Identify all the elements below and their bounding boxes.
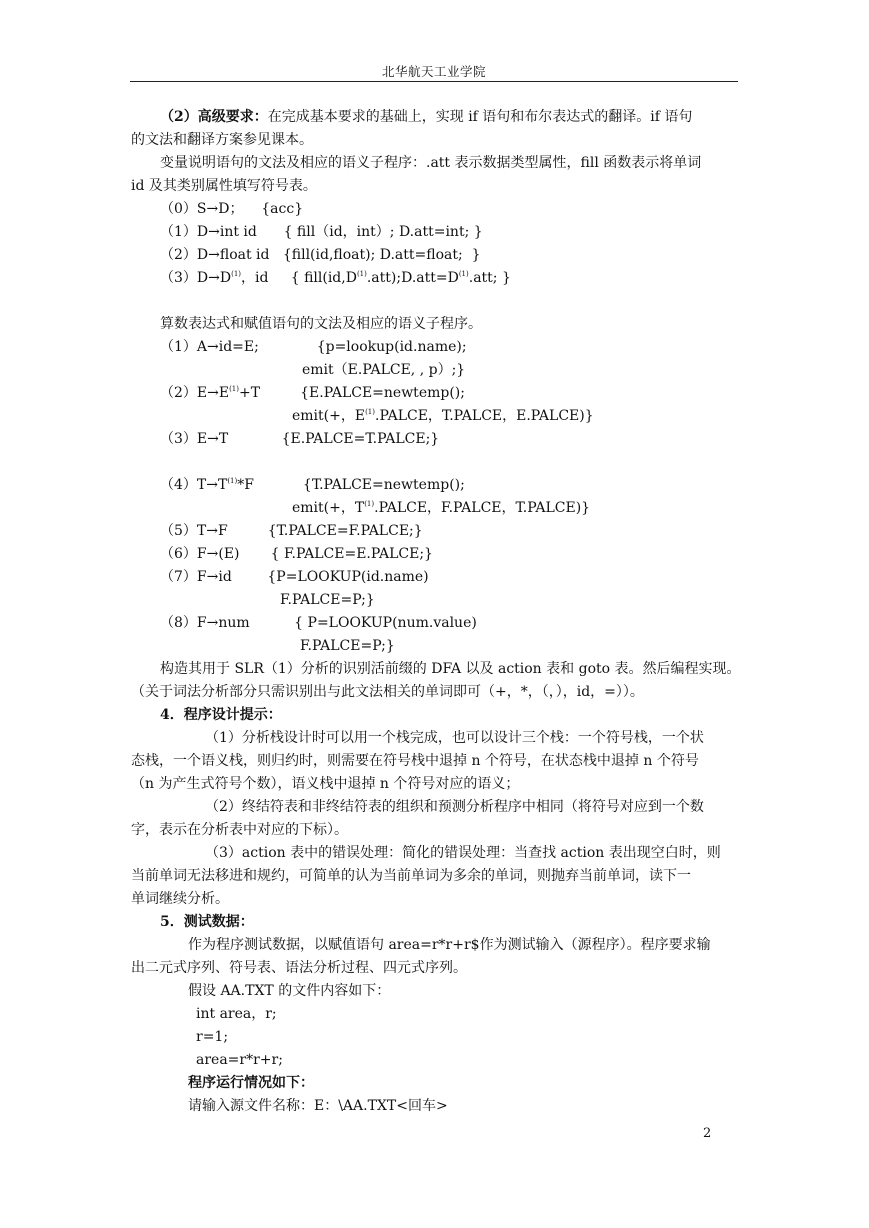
arith-rule-7-cont: F.PALCE=P;}: [280, 592, 375, 608]
decl-rule-3-c: .att);D.att=D: [366, 270, 459, 286]
section-4-heading: 4．程序设计提示：: [160, 707, 282, 723]
arith-intro: 算数表达式和赋值语句的文法及相应的语义子程序。: [160, 316, 482, 332]
arith-rule-1: （1）A→id=E; {p=lookup(id.name);: [160, 339, 467, 355]
decl-rule-3-d: .att; }: [468, 270, 511, 286]
construct-line-1: 构造其用于 SLR（1）分析的识别活前缀的 DFA 以及 action 表和 goto 表。然后编程实现。: [160, 661, 741, 677]
arith-rule-4-a: （4）T→T: [160, 477, 228, 493]
decl-intro-2: id 及其类别属性填写符号表。: [131, 178, 317, 194]
decl-intro-1: 变量说明语句的文法及相应的语义子程序：.att 表示数据类型属性，fill 函数表示将单词: [160, 155, 702, 171]
hint-2-line-1: （2）终结符表和非终结符表的组织和预测分析程序中相同（将符号对应到一个数: [205, 799, 704, 815]
code-line-2: r=1;: [196, 1029, 229, 1045]
run-heading: 程序运行情况如下：: [188, 1075, 314, 1091]
hint-1-line-1: （1）分析栈设计时可以用一个栈完成，也可以设计三个栈：一个符号栈，一个状: [205, 730, 704, 746]
construct-line-2: （关于词法分析部分只需识别出与此文法相关的单词即可（+，*，（，），id，=））。: [131, 684, 644, 700]
test-line-2: 出二元式序列、符号表、语法分析过程、四元式序列。: [131, 960, 467, 976]
arith-rule-6: （6）F→(E) { F.PALCE=E.PALCE;}: [160, 546, 433, 562]
arith-rule-2-b: +T {E.PALCE=newtemp();: [239, 385, 465, 401]
arith-rule-7: （7）F→id {P=LOOKUP(id.name): [160, 569, 429, 585]
arith-rule-2-d: .PALCE，T.PALCE，E.PALCE)}: [375, 408, 594, 424]
hint-2-line-2: 字，表示在分析表中对应的下标）。: [131, 822, 348, 838]
section-5-heading: 5．测试数据：: [160, 914, 254, 930]
superscript: (1): [365, 408, 375, 416]
page-number: 2: [703, 1126, 712, 1141]
arith-rule-8: （8）F→num { P=LOOKUP(num.value): [160, 615, 477, 631]
code-line-1: int area，r;: [196, 1006, 277, 1022]
decl-rule-1: （1）D→int id { fill（id，int）; D.att=int; }: [160, 224, 483, 240]
arith-rule-4-b: *F {T.PALCE=newtemp();: [237, 477, 465, 493]
superscript: (1): [356, 270, 367, 278]
arith-rule-4: [160, 476, 465, 494]
superscript: (1): [458, 270, 469, 278]
run-prompt: 请输入源文件名称：E：\AA.TXT<回车>: [188, 1098, 448, 1114]
decl-rule-3: [160, 269, 511, 287]
hint-3-line-2: 当前单词无法移进和规约，可简单的认为当前单词为多余的单词，则抛弃当前单词，读下一: [131, 868, 691, 884]
arith-rule-5: （5）T→F {T.PALCE=F.PALCE;}: [160, 523, 423, 539]
hint-1-line-2: 态栈，一个语义栈，则归约时，则需要在符号栈中退掉 n 个符号，在状态栈中退掉 n 个符号: [131, 753, 699, 769]
superscript: (1): [229, 385, 239, 393]
decl-rule-3-a: （3）D→D: [160, 270, 232, 286]
hint-3-line-1: （3）action 表中的错误处理：简化的错误处理：当查找 action 表出现空白时，则: [205, 845, 721, 861]
decl-rule-2: （2）D→float id {fill(id,float); D.att=float; }: [160, 247, 481, 263]
header-rule: [130, 81, 738, 82]
arith-rule-3: （3）E→T {E.PALCE=T.PALCE;}: [160, 431, 440, 447]
decl-rule-0: （0）S→D； {acc}: [160, 201, 304, 217]
page-header: 北华航天工业学院: [381, 64, 486, 79]
hint-1-line-3: （n 为产生式符号个数），语义栈中退掉 n 个符号对应的语义；: [131, 776, 520, 792]
advanced-line-1: [160, 108, 692, 126]
superscript: (1): [227, 477, 238, 485]
hint-3-line-3: 单词继续分析。: [131, 891, 229, 907]
arith-rule-2-cont: [292, 407, 594, 425]
advanced-line-2: 的文法和翻译方案参见课本。: [131, 132, 313, 148]
test-line-3: 假设 AA.TXT 的文件内容如下：: [188, 983, 391, 999]
test-line-1: 作为程序测试数据，以赋值语句 area=r*r+r$作为测试输入（源程序）。程序要求输: [188, 937, 711, 953]
arith-rule-2-a: （2）E→E: [160, 385, 230, 401]
code-line-3: area=r*r+r;: [196, 1052, 283, 1068]
advanced-text-1: 在完成基本要求的基础上，实现 if 语句和布尔表达式的翻译。if 语句: [267, 109, 693, 125]
arith-rule-1-cont: emit（E.PALCE, , p）;}: [302, 362, 466, 378]
arith-rule-4-cont: [292, 499, 590, 517]
advanced-heading: （2）高级要求：: [160, 109, 268, 125]
arith-rule-4-d: .PALCE，F.PALCE，T.PALCE)}: [374, 500, 591, 516]
arith-rule-2: [160, 384, 465, 402]
superscript: (1): [231, 270, 242, 278]
arith-rule-8-cont: F.PALCE=P;}: [300, 638, 395, 654]
decl-rule-3-b: ，id { fill(id,D: [241, 270, 357, 286]
arith-rule-2-c: emit(+，E: [292, 408, 366, 424]
superscript: (1): [364, 500, 375, 508]
arith-rule-4-c: emit(+，T: [292, 500, 365, 516]
